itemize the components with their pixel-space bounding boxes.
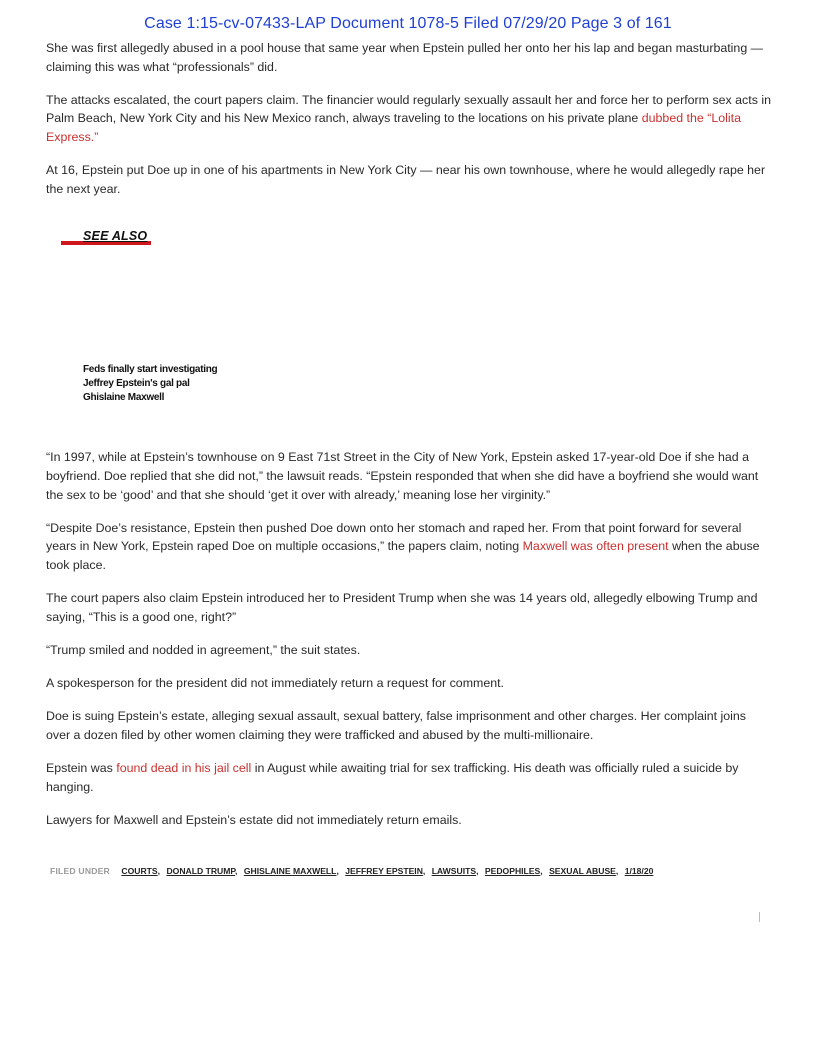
paragraph-5-after: when the abuse took place. xyxy=(46,539,760,572)
paragraph-5 xyxy=(46,519,772,575)
paragraph-10-before: Epstein was xyxy=(46,761,117,776)
paragraph-8: A spokesperson for the president did not immediately return a request for comment. xyxy=(46,676,504,691)
tag-donald-trump[interactable]: DONALD TRUMP xyxy=(166,866,236,876)
tag-lawsuits[interactable]: LAWSUITS xyxy=(431,866,477,876)
paragraph-11: Lawyers for Maxwell and Epstein’s estate did not immediately return emails. xyxy=(46,812,462,827)
tag-date[interactable]: 1/18/20 xyxy=(624,866,654,876)
tag-separator: , xyxy=(235,866,238,876)
see-also-module xyxy=(61,229,221,429)
paragraph-9: Doe is suing Epstein’s estate, alleging sexual assault, sexual battery, false imprisonment and other charges. Her complaint joins over a dozen filed by other women claiming they were trafficked and abused by the multi-millionaire. xyxy=(46,709,746,742)
tag-separator: , xyxy=(540,866,543,876)
paragraph-10 xyxy=(46,759,772,796)
tag-courts[interactable]: COURTS xyxy=(121,866,158,876)
case-header: Case 1:15-cv-07433-LAP Document 1078-5 Filed 07/29/20 Page 3 of 161 xyxy=(144,15,672,32)
see-also-label: SEE ALSO xyxy=(83,229,148,243)
paragraph-6: The court papers also claim Epstein introduced her to President Trump when she was 14 years old, allegedly elbowing Trump and saying, “This is a good one, right?” xyxy=(46,591,758,624)
found-dead-link[interactable]: found dead in his jail cell xyxy=(116,761,252,776)
tag-pedophiles[interactable]: PEDOPHILES xyxy=(484,866,541,876)
tag-jeffrey-epstein[interactable]: JEFFREY EPSTEIN xyxy=(345,866,423,876)
lolita-express-link[interactable]: dubbed the “Lolita Express.” xyxy=(46,111,741,144)
paragraph-10-after: in August while awaiting trial for sex trafficking. His death was officially ruled a suicide by hanging. xyxy=(46,761,739,794)
paragraph-5-text: “Despite Doe’s resistance, Epstein then pushed Doe down onto her stomach and raped her. From that point forward for several years in New York, Epstein raped Doe on multiple occasions,” the papers claim, noting xyxy=(46,520,742,554)
tag-separator: , xyxy=(615,866,619,876)
paragraph-1: She was first allegedly abused in a pool house that same year when Epstein pulled her onto her his lap and began masturbating — claiming this was what “professionals” did. xyxy=(46,41,764,74)
tag-separator: , xyxy=(476,866,479,876)
maxwell-present-link[interactable]: Maxwell was often present xyxy=(522,539,669,554)
paragraph-4: “In 1997, while at Epstein’s townhouse on 9 East 71st Street in the City of New York, Epstein asked 17-year-old Doe if she had a boyfriend. Doe replied that she did not,” the lawsuit reads. “Epstein responded that when she did have a boyfriend she would want the sex to be ‘good’ and that she should ‘get it over with already,’ meaning lose her virginity.” xyxy=(46,450,759,502)
filed-under-bar xyxy=(50,866,750,876)
tag-separator: , xyxy=(422,866,426,876)
filed-under-label: FILED UNDER xyxy=(50,866,110,876)
see-also-article-link[interactable]: Feds finally start investigating Jeffrey Epstein's gal pal Ghislaine Maxwell xyxy=(83,364,218,403)
tag-separator: , xyxy=(336,866,339,876)
article-body xyxy=(46,39,772,844)
paragraph-7: “Trump smiled and nodded in agreement,” the suit states. xyxy=(46,642,361,657)
paragraph-3: At 16, Epstein put Doe up in one of his apartments in New York City — near his own townhouse, where he would allegedly rape her the next year. xyxy=(46,163,766,196)
tag-separator: , xyxy=(157,866,161,876)
tag-ghislaine-maxwell[interactable]: GHISLAINE MAXWELL xyxy=(243,866,337,876)
footer-divider xyxy=(759,912,760,922)
tag-sexual-abuse[interactable]: SEXUAL ABUSE xyxy=(549,866,616,876)
paragraph-2 xyxy=(46,91,772,147)
paragraph-2-text: The attacks escalated, the court papers claim. The financier would regularly sexually assault her and force her to perform sex acts in Palm Beach, New York City and his New Mexico ranch, always traveling to the locations on his private plane xyxy=(46,92,771,126)
